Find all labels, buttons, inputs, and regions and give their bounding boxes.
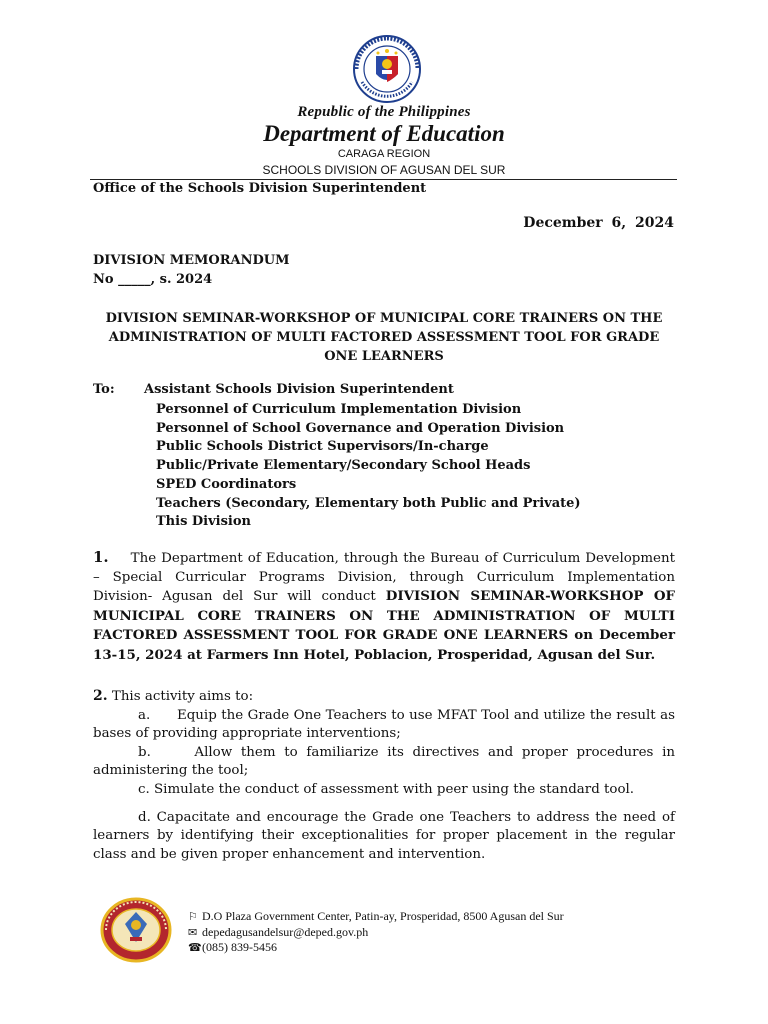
header-divider xyxy=(90,179,677,180)
paragraph-2-intro: This activity aims to: xyxy=(107,689,254,704)
region-heading: CARAGA REGION xyxy=(337,148,431,160)
footer-contact xyxy=(188,909,564,956)
paragraph-1-bold-text: DIVISION SEMINAR-WORKSHOP OF MUNICIPAL CORE TRAINERS ON THE ADMINISTRATION OF MULTI FACTORED ASSESSMENT TOOL FOR GRADE ONE LEARNERS on December 13-15, 2024 at Farmers Inn Hotel, Poblacion, Prosperidad, Agusan del Sur. xyxy=(93,588,675,663)
memo-date: December 6, 2024 xyxy=(523,215,674,231)
to-label: To: xyxy=(93,382,115,397)
memo-label: DIVISION MEMORANDUM xyxy=(93,253,290,268)
paragraph-2-number: 2. xyxy=(93,688,108,704)
recipient-item: Public/Private Elementary/Secondary School Heads xyxy=(156,458,531,474)
objective-item: c. Simulate the conduct of assessment with peer using the standard tool. xyxy=(138,781,635,797)
republic-heading: Republic of the Philippines xyxy=(297,104,471,120)
recipient-item: Teachers (Secondary, Elementary both Public and Private) xyxy=(156,495,581,511)
recipient-item: This Division xyxy=(156,514,251,530)
paragraph-2 xyxy=(93,687,680,864)
recipient-item: Public Schools District Supervisors/In-charge xyxy=(156,439,489,455)
office-line: Office of the Schools Division Superintendent xyxy=(93,181,427,196)
paragraph-1-text: The Department of Education, through the Bureau of Curriculum Development – Special Curricular Programs Division, through Curriculum Implementation Division- Agusan del Sur will conduct xyxy=(93,551,675,605)
flag-icon: ⚐ xyxy=(188,910,198,923)
footer-phone: (085) 839-5456 xyxy=(202,940,277,954)
footer-address: D.O Plaza Government Center, Patin-ay, Prosperidad, 8500 Agusan del Sur xyxy=(202,909,564,923)
memo-title: DIVISION SEMINAR-WORKSHOP OF MUNICIPAL CORE TRAINERS ON THE ADMINISTRATION OF MULTI FACTORED ASSESSMENT TOOL FOR GRADE ONE LEARNERS xyxy=(105,311,663,364)
recipient-item: SPED Coordinators xyxy=(156,476,297,492)
recipient-item: Assistant Schools Division Superintendent xyxy=(144,382,454,397)
envelope-icon: ✉ xyxy=(188,925,198,939)
division-seal-logo xyxy=(100,897,172,963)
objective-item: a. Equip the Grade One Teachers to use MFAT Tool and utilize the result as bases of providing appropriate interventions; xyxy=(93,707,680,742)
paragraph-1-number: 1. xyxy=(93,548,109,566)
phone-icon: ☎ xyxy=(188,941,202,954)
footer-email[interactable]: depedagusandelsur@deped.gov.ph xyxy=(202,924,369,939)
objective-item: b. Allow them to familiarize its directives and proper procedures in administering the tool; xyxy=(93,744,680,779)
memo-number: No _____, s. 2024 xyxy=(93,272,213,287)
recipient-list xyxy=(156,401,581,532)
division-heading: SCHOOLS DIVISION OF AGUSAN DEL SUR xyxy=(262,163,506,177)
recipient-item: Personnel of Curriculum Implementation Division xyxy=(156,402,522,417)
recipient-item: Personnel of School Governance and Operation Division xyxy=(156,420,565,436)
objective-item: d. Capacitate and encourage the Grade one Teachers to address the need of learners by identifying their exceptionalities for proper placement in the regular class and be given proper enhancement and intervention. xyxy=(93,809,675,862)
deped-seal-logo xyxy=(352,34,422,104)
paragraph-1 xyxy=(93,548,675,666)
department-heading: Department of Education xyxy=(263,121,505,146)
